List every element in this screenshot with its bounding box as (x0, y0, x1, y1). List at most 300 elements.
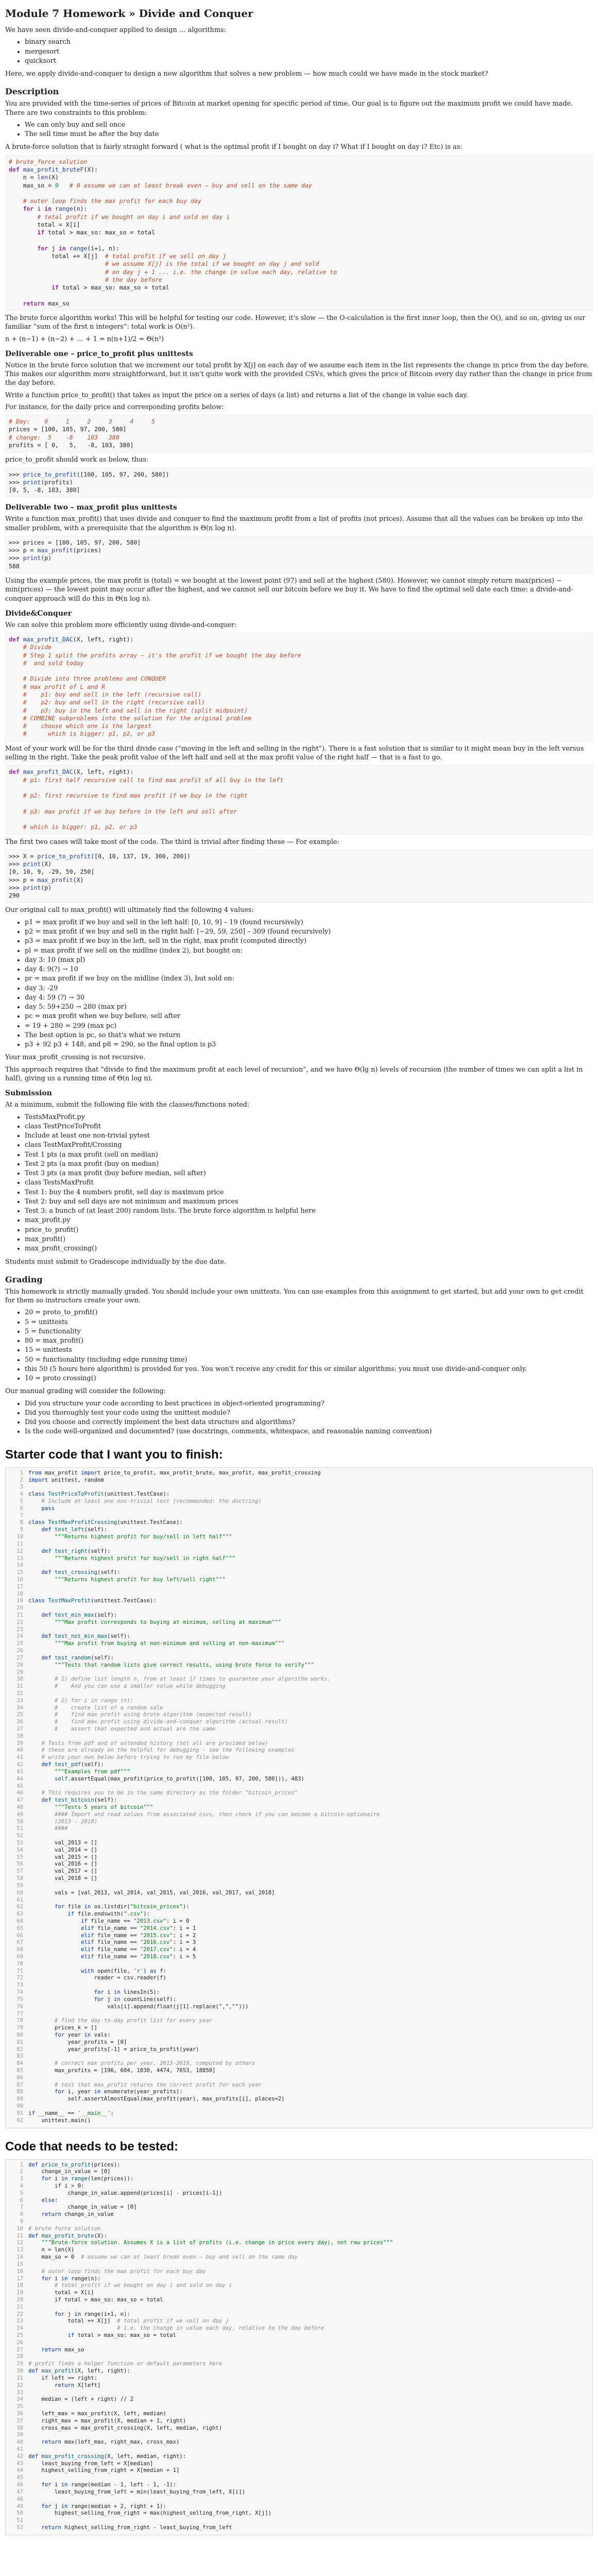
code-line: total += X[j] # total profit if we sell on day j (9, 252, 227, 260)
code-line (6, 1804, 592, 1811)
line-text: for j in range(median + 2, right + 1): (41, 2503, 166, 2510)
code-line (6, 1868, 592, 1875)
line-number: 14 (16, 1562, 23, 1569)
line-text (28, 2353, 31, 2361)
line-text: # Include at least one non-trivial test (recommended: the doctring) (41, 1498, 262, 1504)
code-line (6, 1982, 592, 1989)
line-number: 44 (16, 2467, 23, 2474)
line-text: #### (55, 1825, 68, 1832)
line-text (28, 2475, 31, 2482)
code-line: # Day: 0 1 2 3 4 5 (9, 418, 155, 426)
code-line (9, 667, 589, 675)
code-line (6, 2168, 592, 2176)
code-line (6, 2375, 592, 2382)
code-line (6, 1883, 592, 1890)
line-number: 71 (16, 1968, 23, 1974)
line-text: # Tests from pdf and of extended history (not all are provided below) (41, 1740, 268, 1747)
code-line: n = len(X) (9, 174, 59, 181)
code-line: >>> X = price_to_profit([0, 10, 137, 19, 300, 200]) (9, 852, 191, 860)
list-item: • 5 = functionality (25, 1327, 593, 1336)
code-line (6, 1783, 592, 1790)
code-line: profits = [ 0, 5, -8, 103, 380] (9, 441, 134, 449)
line-number: 8 (20, 2211, 23, 2218)
code-line (6, 1840, 592, 1847)
line-text: # find the day-to-day profit list for every year (55, 2018, 213, 2024)
code-line (6, 1605, 592, 1612)
code-line: >>> print(p) (9, 554, 52, 562)
code-line (6, 2190, 592, 2197)
line-text: # This requires you to be in the same directory as the folder "bitcoin_prices" (41, 1790, 298, 1797)
code-line (6, 2496, 592, 2503)
line-number: 23 (16, 1626, 23, 1633)
line-number: 10 (16, 2225, 23, 2232)
code-line (6, 2075, 592, 2082)
line-number: 36 (16, 1719, 23, 1725)
code-line: >>> price_to_profit([100, 105, 97, 200, 580]) (9, 470, 169, 478)
line-number: 72 (16, 1975, 23, 1981)
submission-list (16, 1113, 593, 1253)
line-number: 60 (16, 1889, 23, 1896)
code-line (6, 2218, 592, 2226)
line-number: 6 (20, 1505, 23, 1512)
line-number: 32 (16, 1690, 23, 1697)
line-number: 28 (16, 2353, 23, 2360)
deliverable-two-p1: Write a function max_profit() that uses divide and conquer to find the maximum profit from a list of profits (not prices). Assume that all the values can be broken up into the smaller problem, with a prerequisite that the algorithm is Θ(n log n). (5, 515, 583, 532)
line-number: 54 (16, 1846, 23, 1853)
code-line (6, 1662, 592, 1669)
line-number: 6 (20, 2197, 23, 2204)
line-number: 24 (16, 1633, 23, 1640)
code-line (6, 1562, 592, 1569)
line-number: 83 (16, 2053, 23, 2060)
line-number: 50 (16, 2510, 23, 2517)
code-line (6, 2268, 592, 2276)
code-line (6, 2261, 592, 2268)
list-item: • day 3: -29 (25, 984, 593, 993)
code-line (6, 2096, 592, 2103)
starter-code-panel (5, 1467, 593, 2128)
code-line (6, 1904, 592, 1911)
line-text (28, 2340, 31, 2347)
line-number: 31 (16, 1683, 23, 1690)
line-text: # find max profit using divide-and-conquer algorithm (actual result) (55, 1719, 288, 1725)
price-to-profit-example-code (5, 468, 593, 498)
code-line (6, 1968, 592, 1975)
code-line (6, 2304, 592, 2311)
list-item: • pl = max profit if we sell on the midline (index 2), but bought on: (25, 946, 593, 955)
line-number: 51 (16, 2517, 23, 2524)
list-item: • Test 1: buy the 4 numbers profit, sell day is maximum price (25, 1188, 593, 1197)
line-number: 18 (16, 2282, 23, 2289)
list-item: • 5 = unittests (25, 1318, 593, 1327)
line-number: 59 (16, 1882, 23, 1889)
line-number: 25 (16, 2332, 23, 2338)
code-line (6, 2282, 592, 2290)
line-text: vals = [val_2013, val_2014, val_2015, val_2016, val_2017, val_2018] (28, 1889, 275, 1896)
code-line: >>> print(p) (9, 884, 52, 891)
line-text: # correct max profits per year, 2013-2018, computed by others (55, 2060, 255, 2067)
line-text: val_2014 = [] (28, 1846, 97, 1853)
line-text (28, 2103, 31, 2110)
divide-conquer-p3: The first two cases will take most of the code. The third is trivial after finding these — For example: (5, 838, 339, 846)
description-p1: You are provided with the time-series of prices of Bitcoin at market opening for specific period of time. Our goal is to figure out the maximum profit we could have made. There are two constraints to this problem: (5, 100, 573, 117)
code-line (6, 2489, 592, 2496)
line-text (28, 2517, 31, 2524)
list-item: • Did you thoroughly test your code using the unittest module? (25, 1409, 593, 1417)
line-number: 34 (16, 2396, 23, 2403)
line-number: 21 (16, 1612, 23, 1618)
code-line (6, 2524, 592, 2532)
code-line (6, 2297, 592, 2304)
code-line: 588 (9, 562, 20, 570)
code-line: >>> p = max_profit(X) (9, 876, 84, 884)
line-text: """Returns highest profit for buy/sell in right half""" (55, 1555, 235, 1562)
line-text: if i > 0: (55, 2182, 84, 2189)
line-number: 44 (16, 1775, 23, 1782)
line-number: 25 (16, 1640, 23, 1647)
line-number: 62 (16, 1904, 23, 1910)
list-item: • max_profit() (25, 1235, 593, 1244)
line-text: with open(file, 'r') as f: (81, 1968, 166, 1974)
line-text: # 2) for i in range (n): (55, 1697, 134, 1704)
line-text (28, 1982, 31, 1989)
code-line: # max profit of L and R (23, 683, 105, 690)
code-line (6, 1505, 592, 1513)
line-number: 51 (16, 1825, 23, 1832)
line-text: def price_to_profit(prices): (28, 2161, 121, 2168)
line-text: vals[i].append(float(j[1].replace(",",""))) (28, 2003, 249, 2010)
line-number: 41 (16, 1754, 23, 1761)
line-number: 76 (16, 2003, 23, 2010)
code-line (6, 2082, 592, 2089)
code-line (6, 2475, 592, 2482)
line-text: return max_so (41, 2346, 84, 2353)
line-number: 7 (20, 1512, 23, 1519)
code-line (6, 1933, 592, 1940)
line-number: 81 (16, 2039, 23, 2045)
code-line (6, 1534, 592, 1541)
line-number: 68 (16, 1946, 23, 1953)
code-line (6, 1890, 592, 1897)
code-line (6, 2226, 592, 2233)
list-item: • 10 = proto crossing() (25, 1374, 593, 1383)
line-number: 89 (16, 2096, 23, 2103)
line-number: 20 (16, 2296, 23, 2303)
line-number: 7 (20, 2204, 23, 2211)
submission-p2: Students must submit to Gradescope individually by the due date. (5, 1258, 227, 1266)
line-text: return X[left] (55, 2382, 101, 2388)
line-text: """Tests 5 years of bitcoin""" (55, 1804, 153, 1810)
code-line (6, 1747, 592, 1754)
code-line (6, 1655, 592, 1662)
code-line (6, 2482, 592, 2489)
code-line (6, 1961, 592, 1968)
line-number: 39 (16, 1740, 23, 1747)
code-line: # and sold today (23, 659, 84, 667)
code-line (6, 2247, 592, 2254)
code-line (6, 2233, 592, 2240)
code-line (6, 1669, 592, 1676)
code-line (9, 800, 589, 807)
line-text: # create list of a random sale (55, 1704, 163, 1711)
deliverable-one-p2: Write a function price_to_profit() that takes as input the price on a series of days (a list) and returns a list of the change in value each day. (5, 391, 468, 399)
code-line (6, 2197, 592, 2205)
code-line: for j in range(i+1, n): (37, 244, 119, 252)
line-number: 66 (16, 1932, 23, 1939)
line-text: change_in_value.append(prices[i] - prices[i-1]) (28, 2190, 223, 2196)
code-line (6, 2517, 592, 2524)
code-line: 290 (9, 892, 20, 900)
line-text (28, 1626, 31, 1634)
line-text: val_2016 = [] (28, 1861, 97, 1868)
code-line (9, 190, 589, 197)
list-item: • Test 1 pts (a max profit (sell on median) (25, 1150, 593, 1159)
line-text: return max(left_max, right_max, cross_max) (41, 2439, 180, 2446)
line-number: 50 (16, 1818, 23, 1825)
line-text: val_2018 = [] (28, 1875, 97, 1882)
code-line (6, 1676, 592, 1683)
list-item: • day 4: 59 (?) → 30 (25, 993, 593, 1002)
list-item: • 15 = unittests (25, 1346, 593, 1354)
line-number: 8 (20, 1519, 23, 1526)
code-line (6, 1819, 592, 1826)
line-number: 85 (16, 2067, 23, 2074)
code-line (6, 1847, 592, 1854)
line-text: elif file_name == "2016.csv": i = 3 (81, 1939, 196, 1946)
line-text: for i, year in enumerate(year_profits): (55, 2089, 183, 2095)
code-line (6, 1733, 592, 1740)
code-line: # choose which one is the largest (23, 722, 151, 730)
line-number: 79 (16, 2025, 23, 2031)
dac-example-code (5, 850, 593, 903)
deliverable-two-heading: Deliverable two – max_profit plus unittests (5, 503, 177, 512)
line-text: # test that max_profit returns the correct profit for each year (55, 2081, 262, 2088)
line-text: n = len(X) (28, 2247, 75, 2253)
line-number: 91 (16, 2110, 23, 2116)
description-heading: Description (5, 87, 59, 97)
code-line (6, 1719, 592, 1726)
line-text: change_in_value = [0] (28, 2204, 137, 2211)
description-p3: The brute force algorithm works! This will be helpful for testing our code. However, it's slow — the O-calculation is the first inner loop, then the O(), and so on, giving us our familiar “sum of the first n integers”: total work is O(n²). (5, 314, 586, 331)
code-line: >>> p = max_profit(prices) (9, 547, 102, 554)
code-line (6, 2418, 592, 2425)
code-line (6, 1797, 592, 1804)
code-line (6, 1527, 592, 1534)
line-text: if left == right: (41, 2375, 97, 2381)
code-line (6, 2117, 592, 2125)
list-item: • 20 = proto_to_profit() (25, 1308, 593, 1317)
line-number: 30 (16, 2368, 23, 2375)
code-line (6, 1569, 592, 1577)
brute-force-code (5, 155, 593, 311)
divide-conquer-p4: Our original call to max_profit() will ultimately find the following 4 values: (5, 906, 254, 914)
line-number: 3 (20, 1484, 23, 1490)
code-line (6, 1811, 592, 1819)
list-item: • day 4: 9(?) → 10 (25, 965, 593, 974)
line-text: """Max profit corresponds to buying at minimum, selling at maximum""" (55, 1619, 282, 1625)
code-line (6, 2204, 592, 2211)
line-number: 4 (20, 2182, 23, 2189)
code-line: # on day j + 1 ... i.e. the change in value each day, relative to (105, 268, 337, 276)
code-line (6, 1619, 592, 1626)
line-number: 16 (16, 1576, 23, 1583)
list-item: • Test 2: buy and sell days are not minimum and maximum prices (25, 1197, 593, 1206)
line-text: pass (41, 1505, 55, 1512)
code-line (6, 2347, 592, 2354)
line-text: val_2013 = [] (28, 1840, 97, 1846)
line-number: 16 (16, 2268, 23, 2275)
line-text: year_profits = [0] (28, 2039, 127, 2045)
line-number: 29 (16, 2361, 23, 2367)
code-line (6, 2039, 592, 2046)
line-text (28, 2446, 31, 2453)
line-number: 52 (16, 1833, 23, 1839)
code-line: if total > max_so: max_so = total (37, 229, 155, 236)
line-text (28, 1669, 31, 1676)
line-text (28, 2389, 31, 2397)
line-text: left_max = max_profit(X, left, median) (28, 2410, 166, 2417)
line-number: 1 (20, 2161, 23, 2168)
code-line (6, 1698, 592, 1705)
code-line: def max_profit_bruteF(X): (9, 165, 98, 173)
line-text: highest_selling_from_right = max(highest_selling_from_right, X[j]) (28, 2510, 271, 2517)
line-number: 38 (16, 1733, 23, 1739)
line-number: 61 (16, 1896, 23, 1903)
line-number: 49 (16, 2503, 23, 2510)
code-line (6, 1833, 592, 1840)
line-text: for j in countLine(self): (94, 1996, 177, 2003)
line-text: val_2015 = [] (28, 1854, 97, 1860)
line-text: def max_profit_brute(X): (28, 2232, 108, 2239)
deliverable-two-p2: Using the example prices, the max profit is (total) = we bought at the lowest point (97) and sell at the highest (580). However, we cannot simply return max(prices) − min(prices) — the lowest point may occur after the highest, and we cannot sell our bitcoin before we buy it. We have to find the optimal sell date each time: a divide-and-conquer approach will do this in Θ(n log n). (5, 577, 573, 603)
line-number: 49 (16, 1811, 23, 1818)
line-text: def test_min_max(self): (41, 1612, 117, 1618)
code-line (6, 1498, 592, 1505)
divide-conquer-p2: Most of your work will be for the third divide case (“moving in the left and selling in the right”). There is a fast solution that is similar to it might mean buy in the left versus selling in the right. Take the peak profit value of the left half and sell at the max profit value of the right half — that is a fast to go. (5, 744, 584, 761)
list-item: • mergesort (25, 47, 593, 56)
line-text: least_buying_from_left = X[median] (28, 2460, 153, 2467)
line-number: 1 (20, 1469, 23, 1476)
line-number: 34 (16, 1704, 23, 1711)
line-number: 90 (16, 2103, 23, 2110)
line-text (28, 1961, 31, 1968)
line-text (28, 1562, 31, 1569)
code-line (6, 1612, 592, 1619)
line-text: if file.endswith(".csv"): (67, 1911, 150, 1918)
line-text (28, 1733, 31, 1740)
code-line (6, 2340, 592, 2347)
code-line: >>> print(profits) (9, 478, 73, 486)
line-number: 33 (16, 1697, 23, 1704)
line-number: 63 (16, 1911, 23, 1918)
code-line (6, 2089, 592, 2096)
line-number: 27 (16, 2346, 23, 2353)
line-text: # brute force solution (28, 2225, 101, 2232)
code-line (6, 2067, 592, 2075)
line-number: 75 (16, 1996, 23, 2003)
line-number: 56 (16, 1861, 23, 1868)
code-line (6, 1484, 592, 1491)
line-text: def max_profit_crossing(X, left, median, right): (28, 2453, 186, 2460)
code-line (6, 1633, 592, 1640)
line-number: 41 (16, 2446, 23, 2452)
code-line (6, 2290, 592, 2297)
dac-steps-code (5, 765, 593, 834)
code-line (6, 1690, 592, 1698)
code-line (6, 2368, 592, 2375)
deliverable-one-p4: price_to_profit should work as below, thus: (5, 456, 149, 464)
code-line: # which is bigger: p1, p2, or p3 (23, 730, 155, 738)
submission-p1: At a minimum, submit the following file with the classes/functions noted: (5, 1101, 250, 1109)
line-text: class TestMaxProfitCrossing(unittest.TestCase): (28, 1519, 183, 1526)
line-text (28, 1897, 31, 1904)
line-text: if total > max_so: max_so = total (55, 2296, 163, 2303)
divide-conquer-heading: Divide&Conquer (5, 609, 72, 618)
code-line: # which is bigger: p1, p2, or p3 (23, 823, 138, 831)
code-line (6, 1875, 592, 1883)
line-number: 86 (16, 2074, 23, 2081)
code-line: # Divide into three problems and CONQUER (23, 675, 166, 683)
line-number: 19 (16, 1598, 23, 1604)
line-text: least_buying_from_left = min(least_buying_from_left, X[i]) (28, 2488, 245, 2495)
line-text: total += X[j] # total profit if we sell on day j (28, 2318, 229, 2325)
code-line (6, 2240, 592, 2247)
code-line (6, 2461, 592, 2468)
line-text: class TestMaxProfit(unittest.TestCase): (28, 1598, 157, 1604)
code-line (6, 2425, 592, 2432)
code-line (6, 2176, 592, 2183)
line-text (28, 1591, 31, 1598)
line-text: if __name__ == '__main__': (28, 2110, 114, 2116)
line-number: 42 (16, 2453, 23, 2460)
line-text: for i in range(n): (41, 2275, 101, 2282)
line-number: 78 (16, 2018, 23, 2024)
line-text: def test_random(self): (41, 1654, 114, 1661)
code-line (6, 1513, 592, 1520)
code-line (6, 1954, 592, 1961)
code-line (6, 1854, 592, 1861)
code-line (6, 1897, 592, 1904)
line-number: 88 (16, 2089, 23, 2095)
line-text: max_profits = [196, 604, 1030, 4474, 7653, 18850] (28, 2067, 216, 2074)
code-line: [0, 10, 9, -29, 59, 250] (9, 868, 95, 876)
line-number: 26 (16, 1648, 23, 1654)
code-line (6, 2025, 592, 2032)
line-number: 20 (16, 1605, 23, 1612)
grading-list (16, 1308, 593, 1383)
code-line: # p2: first recursive to find max profit if we buy in the right (23, 792, 248, 800)
line-number: 18 (16, 1590, 23, 1597)
line-text: def test_bitcoin(self): (41, 1797, 117, 1804)
line-text: self.assertEqual(max_profit(price_to_profit([100, 105, 97, 200, 580])), 483) (55, 1775, 304, 1782)
code-line (6, 1989, 592, 1996)
list-item: • Is the code well-organized and documented? (use docstrings, comments, whitespace, and reasonable naming convention) (25, 1427, 593, 1436)
starter-code-heading: Starter code that I want you to finish: (5, 1447, 223, 1462)
line-number: 17 (16, 2275, 23, 2282)
code-line (6, 2046, 592, 2054)
line-number: 87 (16, 2081, 23, 2088)
line-text: val_2017 = [] (28, 1868, 97, 1875)
line-text: elif file_name == "2014.csv": i = 1 (81, 1925, 196, 1931)
code-line (6, 2353, 592, 2361)
line-number: 10 (16, 1534, 23, 1540)
line-text (28, 2075, 31, 2082)
line-text: def max_profit(X, left, right): (28, 2368, 130, 2375)
line-number: 45 (16, 2475, 23, 2481)
line-text: for i in linesIn(5): (94, 1989, 160, 1996)
line-text: return highest_selling_from_right - least_buying_from_left (41, 2524, 232, 2531)
line-number: 19 (16, 2290, 23, 2296)
